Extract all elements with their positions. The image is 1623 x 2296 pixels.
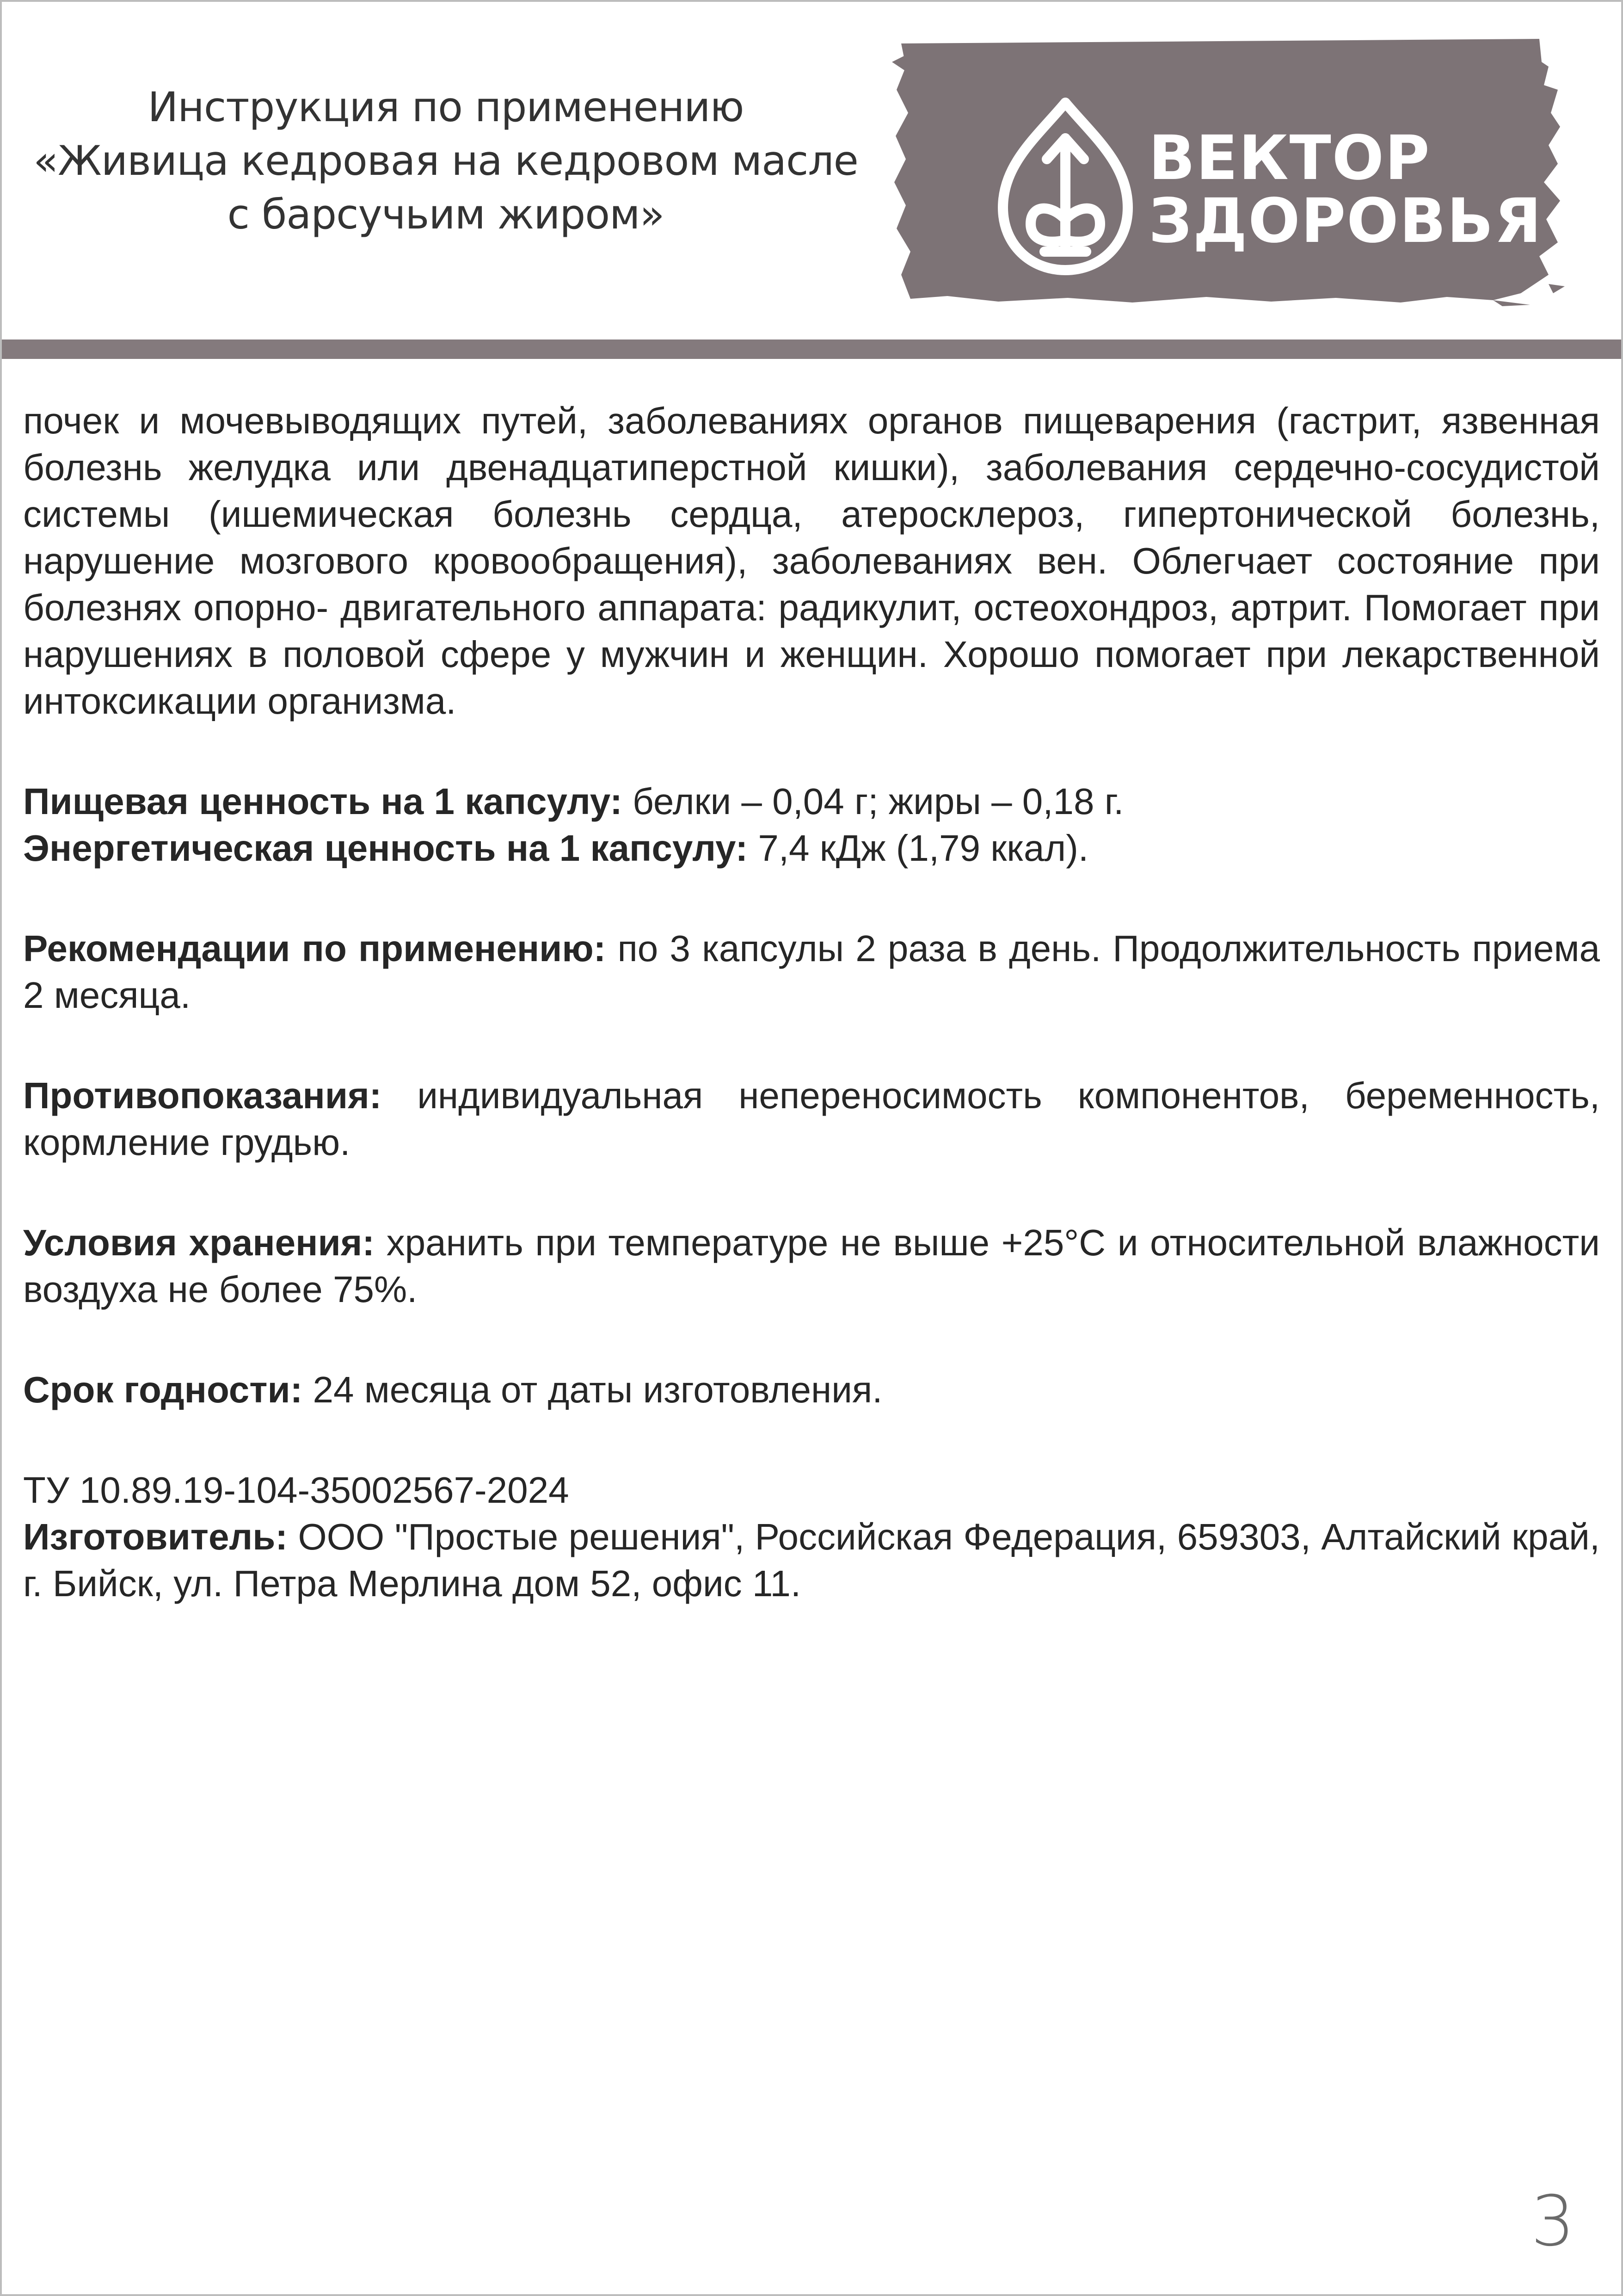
page-number: 3 — [1531, 2181, 1575, 2262]
contraindications-paragraph — [23, 1072, 1600, 1166]
recommendations-value: по 3 капсулы 2 раза в день. Продолжительность приема 2 месяца. — [23, 928, 1600, 1016]
instruction-body — [23, 397, 1600, 1607]
nutrition-paragraph — [23, 778, 1600, 825]
contraindications-value: индивидуальная непереносимость компонентов, беременность, кормление грудью. — [23, 1075, 1600, 1163]
energy-paragraph — [23, 825, 1600, 871]
shelf-life-label: Срок годности: — [23, 1369, 303, 1410]
logo-brush-fleck-3 — [1493, 300, 1530, 306]
brand-line-1: ВЕКТОР — [1149, 123, 1431, 194]
brand-name — [1149, 123, 1543, 257]
manufacturer-value: ООО "Простые решения", Российская Федерация, 659303, Алтайский край, г. Бийск, ул. Петра Мерлина дом 52, офис 11. — [23, 1516, 1600, 1604]
contraindications-label: Противопоказания: — [23, 1075, 382, 1116]
title-line-3: с барсучьим жиром» — [227, 191, 664, 238]
indications-text: почек и мочевыводящих путей, заболеваниях органов пищеварения (гастрит, язвенная болезнь желудка или двенадцатиперстной кишки), заболевания сердечно-сосудистой системы (ишемическая болезнь сердца, атеросклероз, гипертонической болезнь, нарушение мозгового кровообращения), заболеваниях вен. Облегчает состояние при болезнях опорно- двигательного аппарата: радикулит, остеохондроз, артрит. Помогает при нарушениях в половой сфере у мужчин и женщин. Хорошо помогает при лекарственной интоксикации организма. — [23, 400, 1600, 722]
manufacturer-paragraph — [23, 1513, 1600, 1607]
shelf-life-paragraph — [23, 1366, 1600, 1413]
recommendations-label: Рекомендации по применению: — [23, 928, 606, 969]
storage-label: Условия хранения: — [23, 1222, 375, 1263]
energy-label: Энергетическая ценность на 1 капсулу: — [23, 827, 748, 869]
shelf-life-value: 24 месяца от даты изготовления. — [302, 1369, 883, 1410]
logo-brush-fleck-2 — [1549, 284, 1565, 293]
title-line-2: «Живица кедровая на кедровом масле — [33, 137, 858, 185]
storage-paragraph — [23, 1219, 1600, 1313]
energy-value: 7,4 кДж (1,79 ккал). — [748, 827, 1089, 869]
tu-code: ТУ 10.89.19-104-35002567-2024 — [23, 1469, 569, 1511]
title-line-1: Инструкция по применению — [148, 83, 744, 131]
nutrition-label: Пищевая ценность на 1 капсулу: — [23, 781, 622, 822]
storage-value: хранить при температуре не выше +25°С и относительной влажности воздуха не более 75%. — [23, 1222, 1600, 1310]
nutrition-value: белки – 0,04 г; жиры – 0,18 г. — [622, 781, 1124, 822]
manufacturer-label: Изготовитель: — [23, 1516, 288, 1557]
page-title — [11, 80, 880, 241]
header-divider — [2, 339, 1621, 359]
brand-logo — [892, 34, 1567, 307]
brand-line-2: ЗДОРОВЬЯ — [1149, 185, 1543, 257]
recommendations-paragraph — [23, 925, 1600, 1018]
